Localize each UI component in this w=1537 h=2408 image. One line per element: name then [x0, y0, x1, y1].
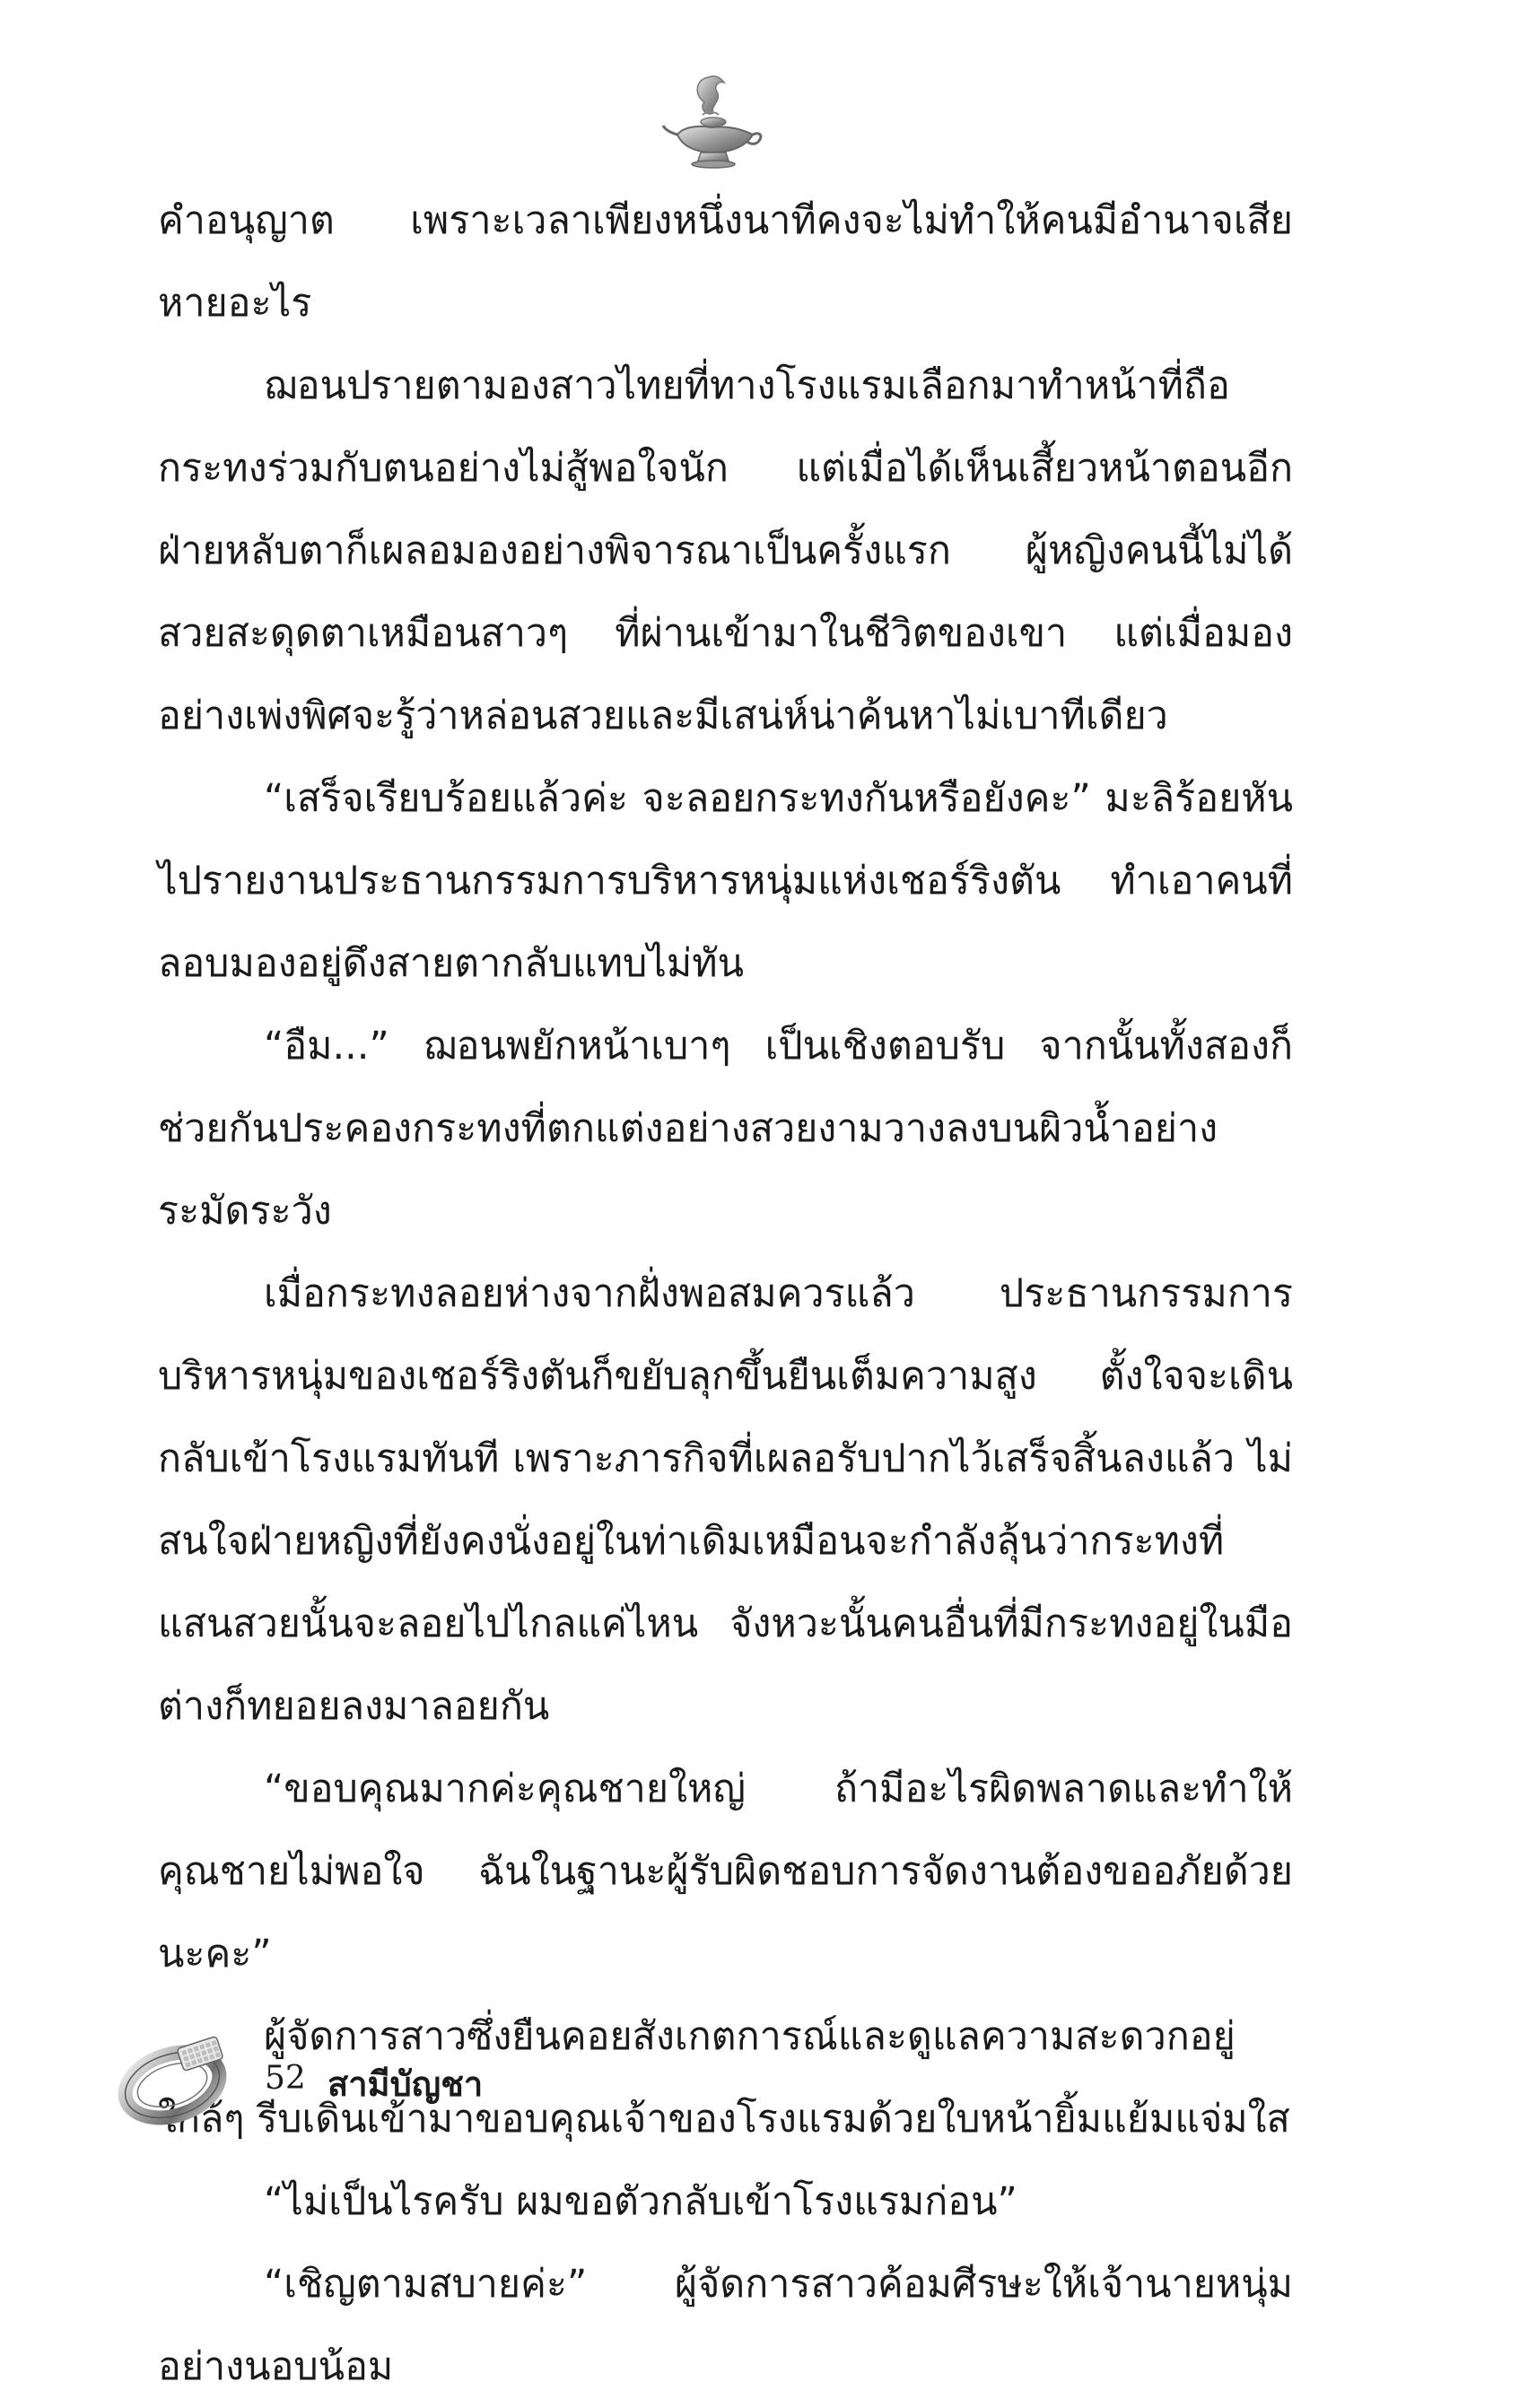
paragraph: “เสร็จเรียบร้อยแล้วค่ะ จะลอยกระทงกันหรือยังคะ” มะลิร้อยหันไปรายงานประธานกรรมการบริหารหนุ่มแห่งเชอร์ริงตัน ทำเอาคนที่ลอบมองอยู่ดึงสายตากลับแทบไม่ทัน — [158, 776, 1293, 986]
paragraph: ผู้จัดการสาวซึ่งยืนคอยสังเกตการณ์และดูแลความสะดวกอยู่ใกล้ๆ รีบเดินเข้ามาขอบคุณเจ้าของโรงแรมด้วยใบหน้ายิ้มแย้มแจ่มใส — [158, 2014, 1290, 2142]
paragraph: “อืม...” ฌอนพยักหน้าเบาๆ เป็นเชิงตอบรับ จากนั้นทั้งสองก็ช่วยกันประคองกระทงที่ตกแต่งอย่างสวยงามวางลงบนผิวน้ำอย่างระมัดระวัง — [158, 1024, 1293, 1234]
ring-icon — [117, 2029, 251, 2128]
page-footer — [117, 2029, 655, 2128]
paragraph: เมื่อกระทงลอยห่างจากฝั่งพอสมควรแล้ว ประธานกรรมการบริหารหนุ่มของเชอร์ริงตันก็ขยับลุกขึ้นยืนเต็มความสูง ตั้งใจจะเดินกลับเข้าโรงแรมทันที เพราะภารกิจที่เผลอรับปากไว้เสร็จสิ้นลงแล้ว ไม่สนใจฝ่ายหญิงที่ยังคงนั่งอยู่ในท่าเดิมเหมือนจะกำลังลุ้นว่ากระทงที่แสนสวยนั้นจะลอยไปไกลแค่ไหน จังหวะนั้นคนอื่นที่มีกระทงอยู่ในมือต่างก็ทยอยลงมาลอยกัน — [158, 1271, 1293, 1729]
genie-lamp-icon — [659, 70, 767, 170]
paragraph: “ไม่เป็นไรครับ ผมขอตัวกลับเข้าโรงแรมก่อน” — [264, 2179, 1017, 2224]
page-number: 52 — [265, 2060, 306, 2097]
book-title: สามีบัญชา — [327, 2064, 484, 2104]
paragraph: คำอนุญาต เพราะเวลาเพียงหนึ่งนาทีคงจะไม่ทำให้คนมีอำนาจเสียหายอะไร — [158, 198, 1293, 326]
paragraph: “เชิญตามสบายค่ะ” ผู้จัดการสาวค้อมศีรษะให้เจ้านายหนุ่มอย่างนอบน้อม — [158, 2262, 1293, 2389]
paragraph: “ขอบคุณมากค่ะคุณชายใหญ่ ถ้ามีอะไรผิดพลาดและทำให้คุณชายไม่พอใจ ฉันในฐานะผู้รับผิดชอบการจัดงานต้องขออภัยด้วยนะคะ” — [158, 1767, 1293, 1976]
paragraph: ฌอนปรายตามองสาวไทยที่ทางโรงแรมเลือกมาทำหน้าที่ถือกระทงร่วมกับตนอย่างไม่สู้พอใจนัก แต่เมื่อได้เห็นเสี้ยวหน้าตอนอีกฝ่ายหลับตาก็เผลอมองอย่างพิจารณาเป็นครั้งแรก ผู้หญิงคนนี้ไม่ได้สวยสะดุดตาเหมือนสาวๆ ที่ผ่านเข้ามาในชีวิตของเขา แต่เมื่อมองอย่างเพ่งพิศจะรู้ว่าหล่อนสวยและมีเสน่ห์น่าค้นหาไม่เบาทีเดียว — [158, 363, 1293, 738]
